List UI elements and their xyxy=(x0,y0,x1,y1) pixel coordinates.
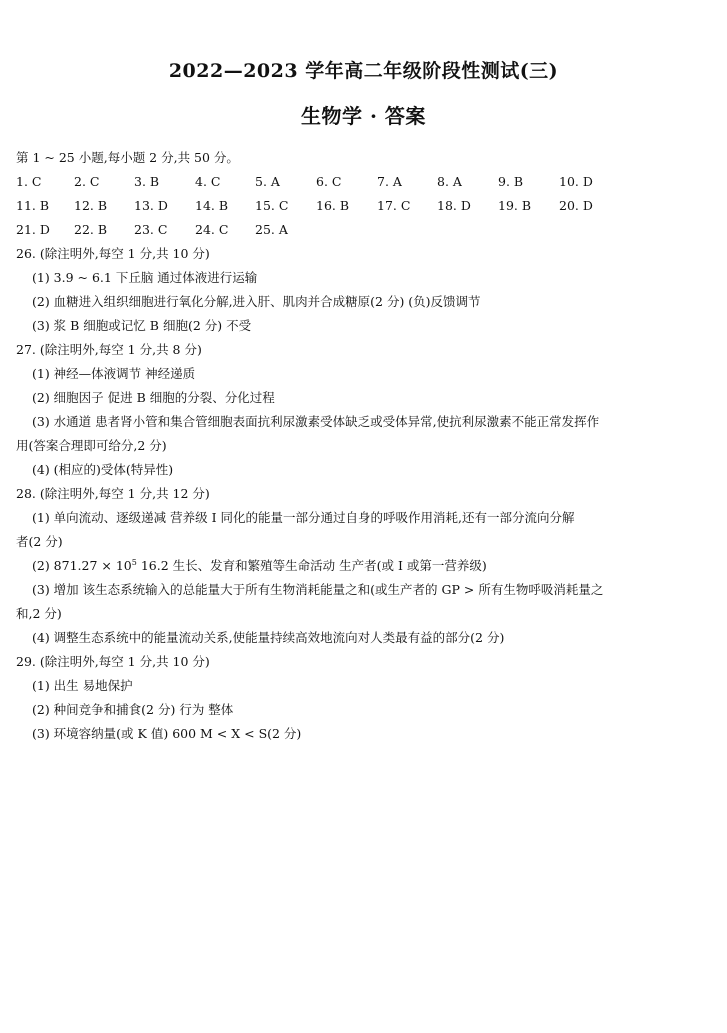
mc-answer: 17. C xyxy=(377,198,411,213)
q28-answer-2-value: (2) 871.27 × 10 xyxy=(32,558,132,573)
q27-answer-4: (4) (相应的)受体(特异性) xyxy=(32,462,174,477)
q29-answer-1: (1) 出生 易地保护 xyxy=(32,678,133,693)
mc-answer: 9. B xyxy=(498,174,524,189)
q28-answer-2-rest: 16.2 生长、发育和繁殖等生命活动 生产者(或 Ⅰ 或第一营养级) xyxy=(136,558,487,573)
mc-answer: 7. A xyxy=(377,174,402,189)
q27-answer-3-line-1: (3) 水通道 患者肾小管和集合管细胞表面抗利尿激素受体缺乏或受体异常,使抗利尿激素不能正常发挥作 xyxy=(32,414,600,429)
mc-answer: 6. C xyxy=(316,174,342,189)
mc-answer: 12. B xyxy=(74,198,108,213)
q28-answer-3-line-2: 和,2 分) xyxy=(16,606,62,621)
mc-answer: 18. D xyxy=(437,198,471,213)
page-title: 2022—2023 学年高二年级阶段性测试(三) xyxy=(168,60,559,82)
mc-answer: 16. B xyxy=(316,198,350,213)
mc-intro: 第 1 ~ 25 小题,每小题 2 分,共 50 分。 xyxy=(16,150,239,165)
mc-answer: 21. D xyxy=(16,222,50,237)
q27-answer-2: (2) 细胞因子 促进 B 细胞的分裂、分化过程 xyxy=(32,390,275,405)
mc-answer: 22. B xyxy=(74,222,108,237)
q27-answer-3-line-2: 用(答案合理即可给分,2 分) xyxy=(16,438,167,453)
q29-heading: 29. (除注明外,每空 1 分,共 10 分) xyxy=(16,654,210,669)
mc-answer: 24. C xyxy=(195,222,229,237)
mc-answer: 10. D xyxy=(559,174,593,189)
mc-answer: 4. C xyxy=(195,174,221,189)
mc-answer: 1. C xyxy=(16,174,42,189)
mc-answer: 13. D xyxy=(134,198,168,213)
mc-answer: 5. A xyxy=(255,174,280,189)
mc-answer: 25. A xyxy=(255,222,288,237)
mc-answer: 15. C xyxy=(255,198,289,213)
q26-answer-1: (1) 3.9 ~ 6.1 下丘脑 通过体液进行运输 xyxy=(32,270,258,285)
q28-heading: 28. (除注明外,每空 1 分,共 12 分) xyxy=(16,486,210,501)
q28-answer-4: (4) 调整生态系统中的能量流动关系,使能量持续高效地流向对人类最有益的部分(2 分) xyxy=(32,630,505,645)
q29-answer-3: (3) 环境容纳量(或 K 值) 600 M < X < S(2 分) xyxy=(32,726,302,741)
q28-answer-1-line-2: 者(2 分) xyxy=(16,534,63,549)
q27-heading: 27. (除注明外,每空 1 分,共 8 分) xyxy=(16,342,202,357)
q26-answer-2: (2) 血糖进入组织细胞进行氧化分解,进入肝、肌肉并合成糖原(2 分) (负)反馈调节 xyxy=(32,294,481,309)
q29-answer-2: (2) 种间竞争和捕食(2 分) 行为 整体 xyxy=(32,702,234,717)
q28-answer-1-line-1: (1) 单向流动、逐级递减 营养级 Ⅰ 同化的能量一部分通过自身的呼吸作用消耗,还有一部分流向分解 xyxy=(32,510,575,525)
q26-answer-3: (3) 浆 B 细胞或记忆 B 细胞(2 分) 不受 xyxy=(32,318,252,333)
mc-answer: 14. B xyxy=(195,198,229,213)
mc-answer: 19. B xyxy=(498,198,532,213)
q26-heading: 26. (除注明外,每空 1 分,共 10 分) xyxy=(16,246,210,261)
mc-answer: 20. D xyxy=(559,198,593,213)
mc-answer: 2. C xyxy=(74,174,100,189)
q27-answer-1: (1) 神经—体液调节 神经递质 xyxy=(32,366,196,381)
mc-answer: 8. A xyxy=(437,174,462,189)
q28-answer-2-exponent: 5 xyxy=(131,557,137,567)
mc-answer: 11. B xyxy=(16,198,50,213)
mc-answer: 3. B xyxy=(134,174,160,189)
q28-answer-3-line-1: (3) 增加 该生态系统输入的总能量大于所有生物消耗能量之和(或生产者的 GP > 所有生物呼吸消耗量之 xyxy=(32,582,604,597)
page-subtitle: 生物学 · 答案 xyxy=(301,104,426,128)
q28-answer-2 xyxy=(32,558,487,574)
mc-answer: 23. C xyxy=(134,222,168,237)
